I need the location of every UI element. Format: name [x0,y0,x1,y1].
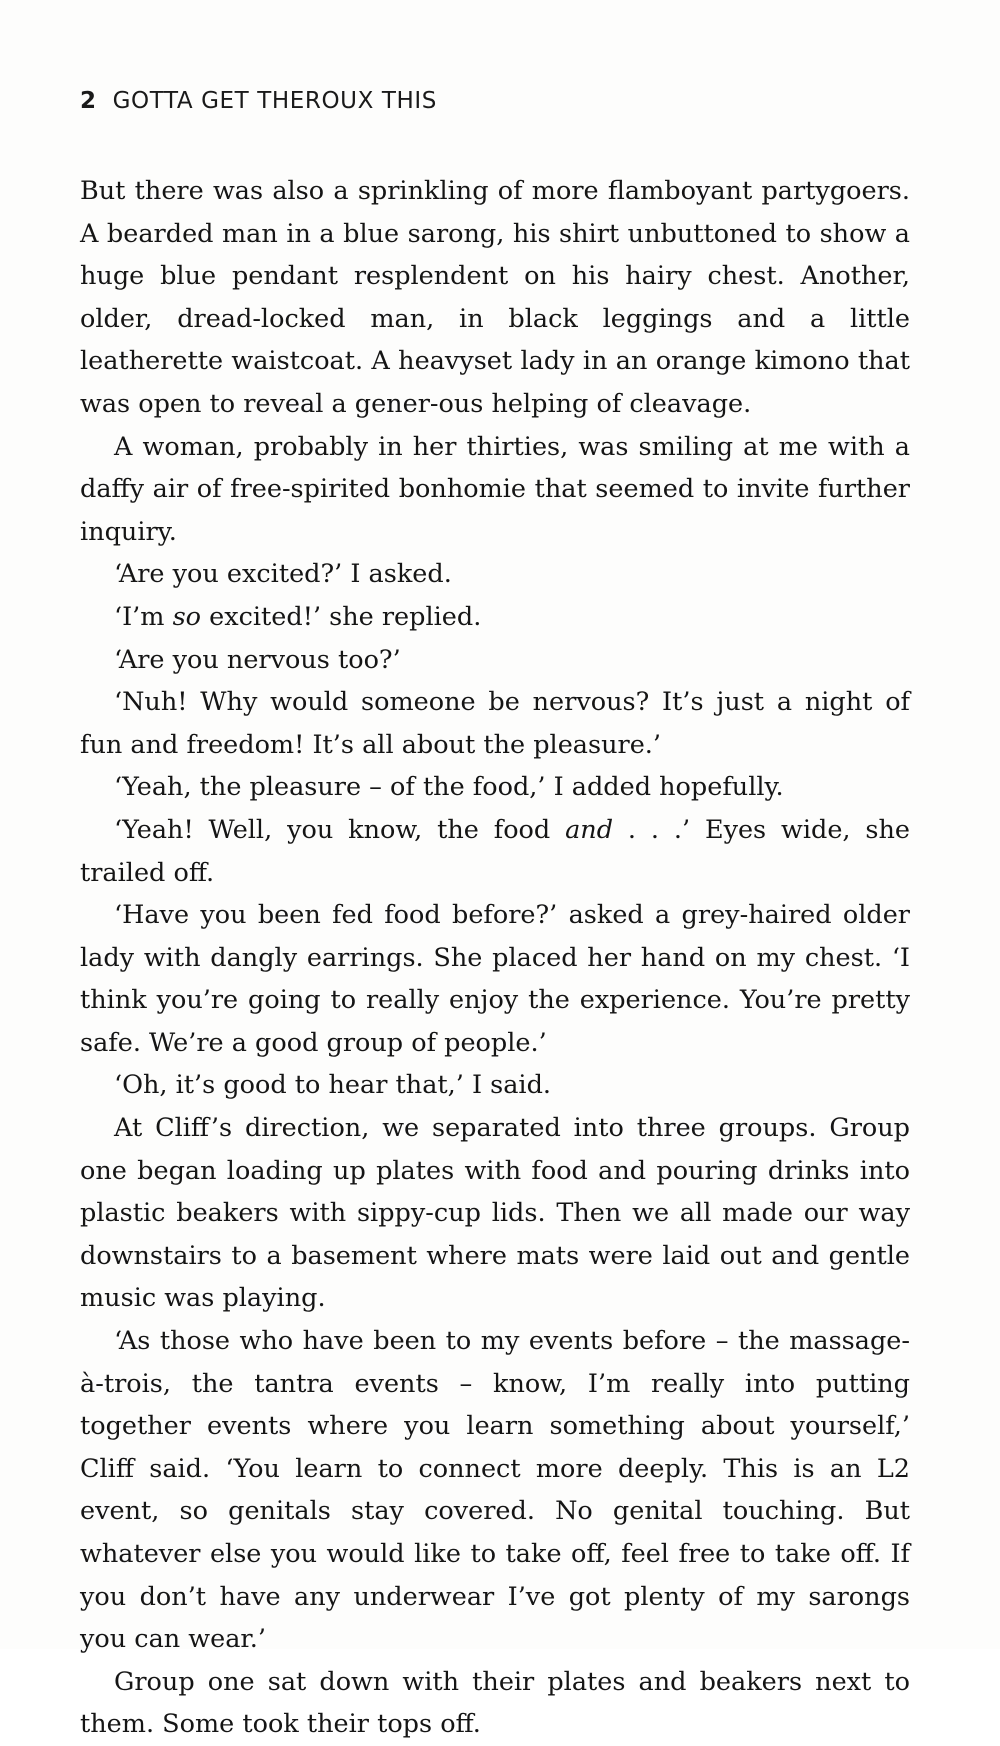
p4-text-before: ‘I’m [114,601,173,632]
paragraph-5: ‘Are you nervous too?’ [114,644,401,675]
p8-emphasis: and [565,814,614,845]
body-text [80,170,910,1746]
running-header [80,88,437,114]
paragraph-4 [80,596,910,639]
paragraph-10: ‘Oh, it’s good to hear that,’ I said. [114,1070,552,1101]
p4-emphasis: so [172,601,202,632]
paragraph-6: ‘Nuh! Why would someone be nervous? It’s just a night of fun and freedom! It’s all about the pleasure.’ [80,687,910,760]
paragraph-12: ‘As those who have been to my events before – the massage-à-trois, the tantra events – know, I’m really into putting together events where you learn something about yourself,’ Cliff said. ‘You learn to connect more deeply. This is an L2 event, so genitals stay covered. No genital touching. But whatever else you would like to take off, feel free to take off. If you don’t have any underwear I’ve got plenty of my sarongs you can wear.’ [80,1326,910,1655]
paragraph-9: ‘Have you been fed food before?’ asked a grey-haired older lady with dangly earrings. She placed her hand on my chest. ‘I think you’re going to really enjoy the experience. You’re pretty safe. We’re a good group of people.’ [80,900,910,1058]
paragraph-13: Group one sat down with their plates and beakers next to them. Some took their tops off. [80,1666,910,1740]
paragraph-7: ‘Yeah, the pleasure – of the food,’ I added hopefully. [114,772,784,803]
running-title: GOTTA GET THEROUX THIS [112,88,437,114]
p8-text-before: ‘Yeah! Well, you know, the food [114,814,566,845]
paragraph-8 [80,809,910,894]
paragraph-1: But there was also a sprinkling of more flamboyant partygoers. A bearded man in a blue sarong, his shirt unbuttoned to show a huge blue pendant resplendent on his hairy chest. Another, older, dread-locked man, in black leggings and a little leatherette waistcoat. A heavyset lady in an orange kimono that was open to reveal a gener-ous helping of cleavage. [80,176,910,419]
p4-text-after: excited!’ she replied. [201,601,482,632]
p8-text-after: . . .’ Eyes wide, she trailed off. [80,814,910,888]
paragraph-11: At Cliff’s direction, we separated into three groups. Group one began loading up plates with food and pouring drinks into plastic beakers with sippy-cup lids. Then we all made our way downstairs to a basement where mats were laid out and gentle music was playing. [80,1113,910,1314]
page-number: 2 [80,88,97,114]
paragraph-3: ‘Are you excited?’ I asked. [114,559,452,590]
paragraph-2: A woman, probably in her thirties, was smiling at me with a daffy air of free-spirited bonhomie that seemed to invite further inquiry. [80,431,910,547]
